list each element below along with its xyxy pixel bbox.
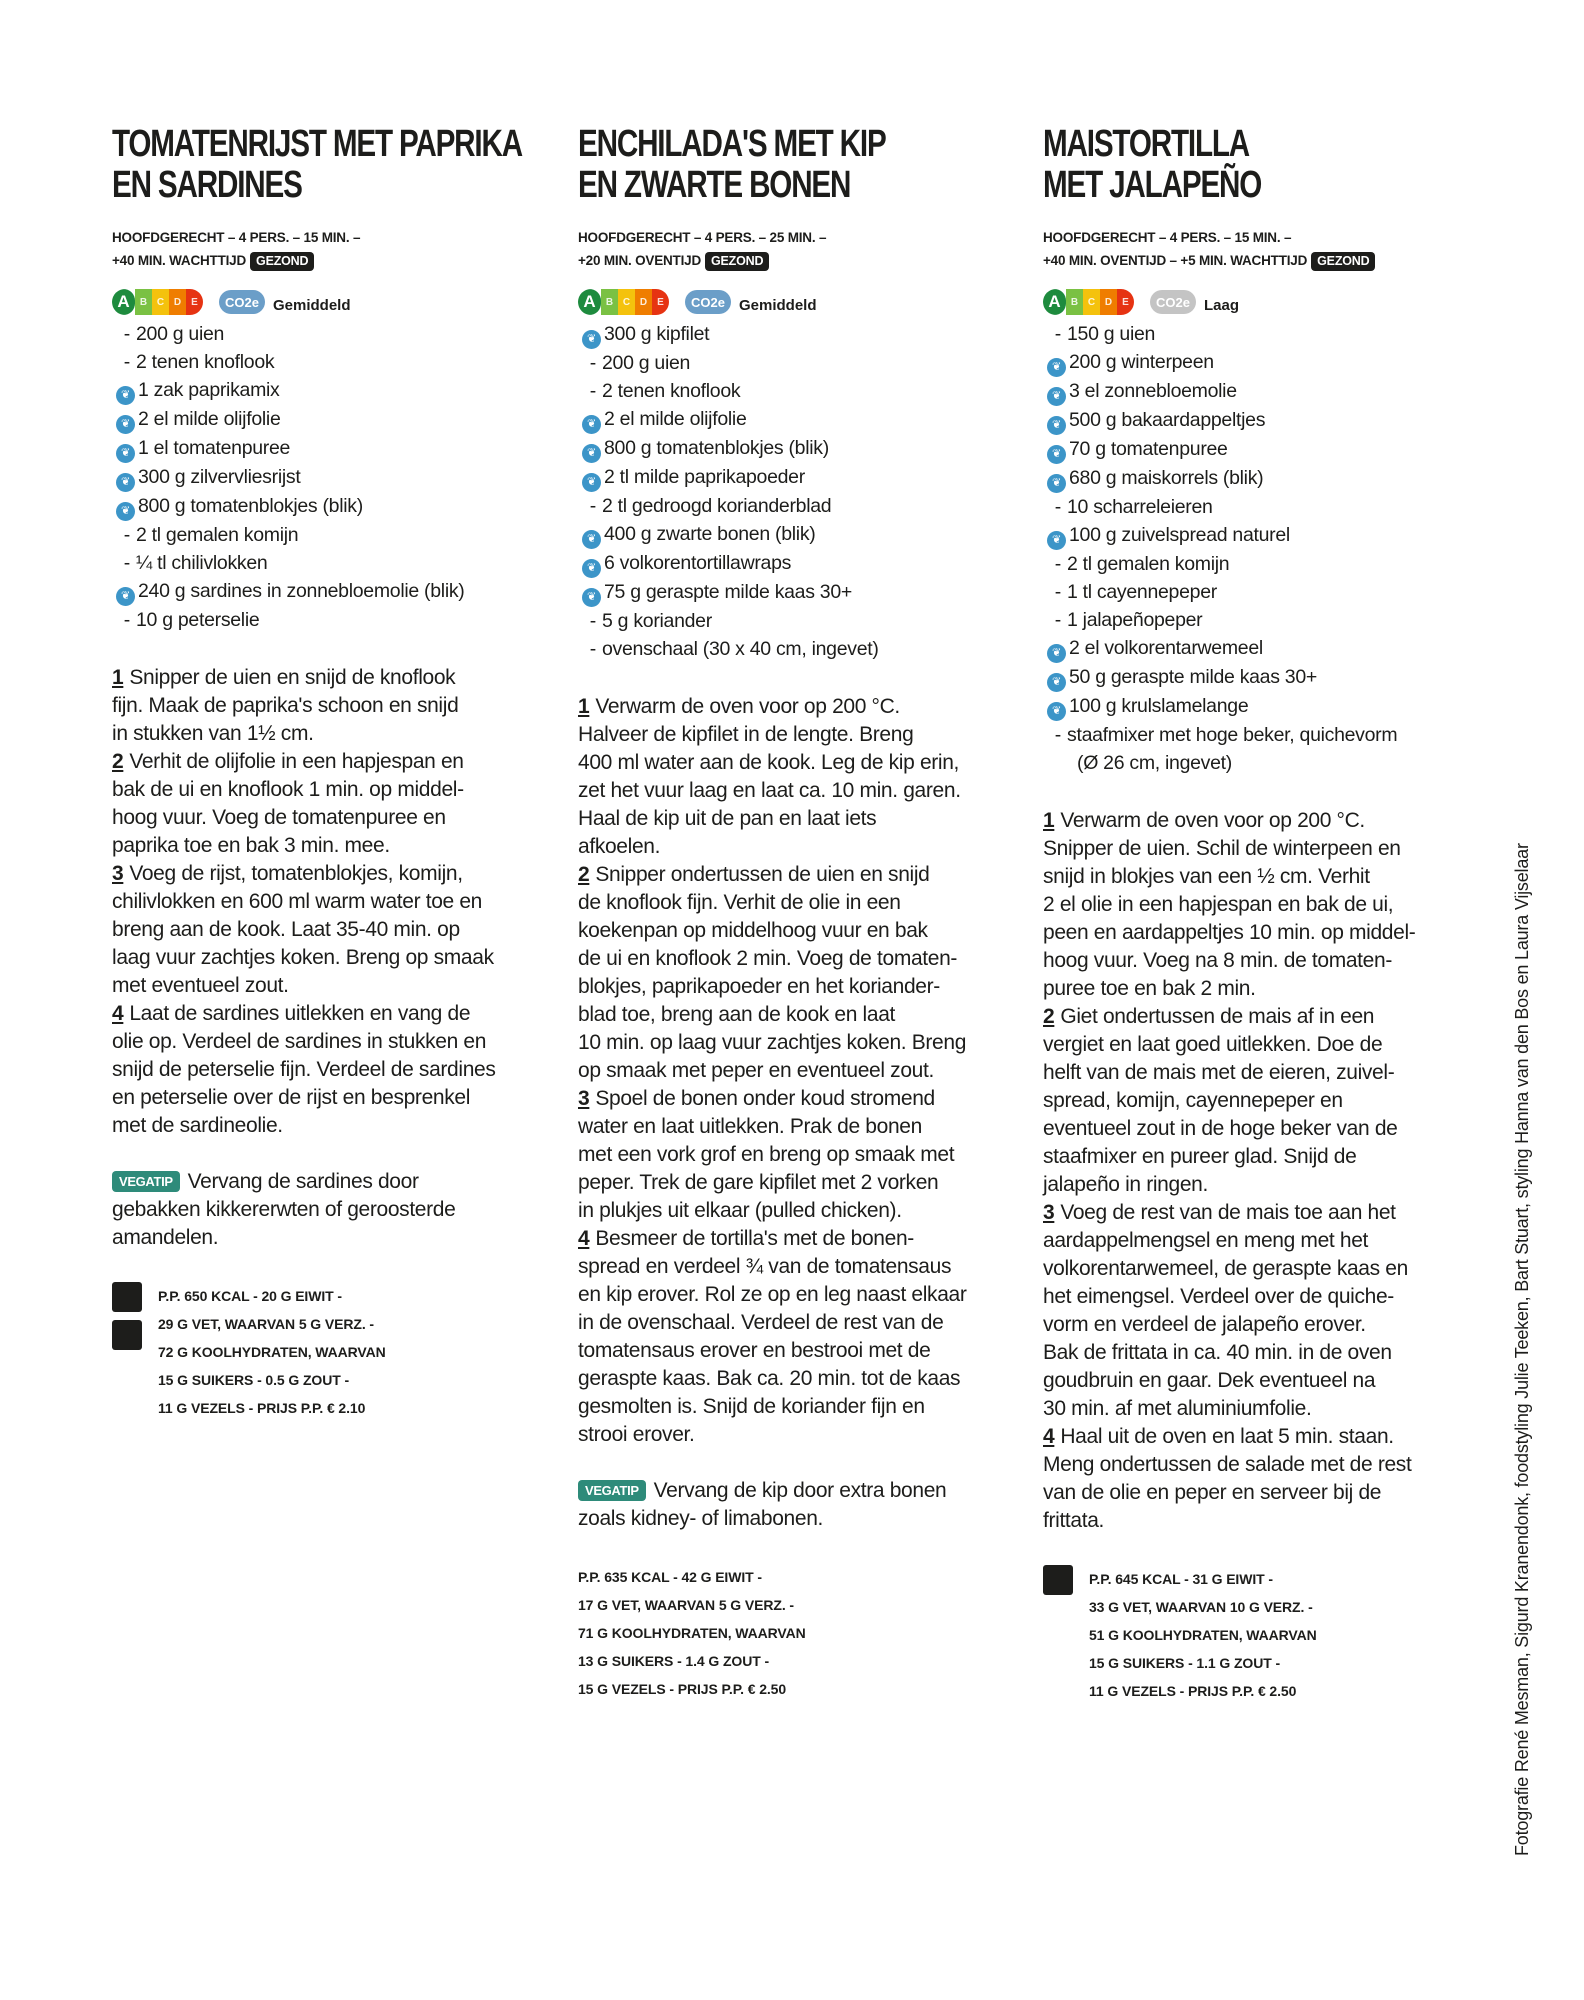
dash-marker: -: [1054, 496, 1061, 518]
ingredient-text: staafmixer met hoge beker, quichevorm: [1067, 724, 1398, 746]
ingredient-item: [578, 492, 1018, 520]
ingredient-text: (Ø 26 cm, ingevet): [1077, 752, 1232, 774]
step-text: in de ovenschaal. Verdeel de rest van de: [578, 1311, 944, 1334]
step-text: frittata.: [1043, 1509, 1105, 1532]
leaf-icon: ❦: [116, 502, 135, 521]
ingredient-item: [578, 607, 1018, 635]
ingredient-item: [578, 635, 1018, 663]
dash-marker: -: [589, 352, 596, 374]
step-text: met een vork grof en breng op smaak met: [578, 1143, 955, 1166]
nutriscore-letter: D: [169, 289, 186, 315]
preparation-steps: [578, 693, 1018, 1449]
nutriscore-letter: B: [135, 289, 152, 315]
step: [112, 748, 552, 860]
leaf-icon: ❦: [1047, 445, 1066, 464]
leaf-icon: ❦: [1047, 702, 1066, 721]
dash-marker: -: [123, 323, 130, 345]
step-text: en peterselie over de rijst en besprenkel: [112, 1086, 471, 1109]
nutrition-line: 11 G VEZELS - PRIJS P.P. € 2.10: [158, 1400, 366, 1416]
step-text: van de olie en peper en serveer bij de: [1043, 1481, 1382, 1504]
ingredient-item: [1043, 663, 1483, 692]
dash-marker: -: [589, 495, 596, 517]
ingredient-text: 400 g zwarte bonen (blik): [604, 523, 816, 545]
ingredient-item: [1043, 320, 1483, 348]
gezond-badge: GEZOND: [1311, 252, 1375, 271]
nutrition-line: 33 G VET, WAARVAN 10 G VERZ. -: [1089, 1599, 1313, 1615]
ingredient-text: 75 g geraspte milde kaas 30+: [604, 581, 852, 603]
ingredient-text: 2 tl gemalen komijn: [136, 524, 299, 546]
ingredient-text: 800 g tomatenblokjes (blik): [138, 495, 363, 517]
step-text: de ui en knoflook 2 min. Voeg de tomaten-: [578, 947, 958, 970]
step-number: 4: [578, 1227, 590, 1250]
step-text: hoog vuur. Voeg na 8 min. de tomaten-: [1043, 949, 1392, 972]
leaf-icon: ❦: [1047, 673, 1066, 692]
nutrition-line: P.P. 635 KCAL - 42 G EIWIT -: [578, 1569, 762, 1585]
step-text: 2 el olie in een hapjespan en bak de ui,: [1043, 893, 1394, 916]
leaf-icon: ❦: [1047, 644, 1066, 663]
step-number: 1: [578, 695, 590, 718]
ingredient-item: [1043, 721, 1483, 749]
ingredient-item: [112, 492, 552, 521]
dash-marker: -: [1054, 581, 1061, 603]
step-number: 1: [112, 666, 124, 689]
step-text: Haal uit de oven en laat 5 min. staan.: [1060, 1425, 1394, 1448]
step-text: strooi erover.: [578, 1423, 695, 1446]
ingredient-text: 2 tenen knoflook: [602, 380, 741, 402]
dash-marker: -: [1054, 553, 1061, 575]
ingredient-item: [578, 578, 1018, 607]
step-text: 10 min. op laag vuur zachtjes koken. Breng: [578, 1031, 967, 1054]
ingredient-list: [578, 320, 1018, 663]
ingredient-item: [112, 577, 552, 606]
score-labels: [578, 286, 1018, 318]
ingredient-item: [112, 521, 552, 549]
co2-label: Laag: [1204, 296, 1240, 314]
step-text: blokjes, paprikapoeder en het koriander-: [578, 975, 940, 998]
nutrition-line: 13 G SUIKERS - 1.4 G ZOUT -: [578, 1653, 770, 1669]
leaf-icon: ❦: [116, 587, 135, 606]
step: [578, 1085, 1018, 1225]
dash-marker: -: [123, 351, 130, 373]
step-number: 3: [578, 1087, 590, 1110]
step-text: zet het vuur laag en laat ca. 10 min. garen.: [578, 779, 961, 802]
step-text: koekenpan op middelhoog vuur en bak: [578, 919, 928, 942]
nutrition-line: 71 G KOOLHYDRATEN, WAARVAN: [578, 1625, 806, 1641]
step-text: spread en verdeel ¾ van de tomatensaus: [578, 1255, 952, 1278]
step-text: Bak de frittata in ca. 40 min. in de oven: [1043, 1341, 1392, 1364]
ingredient-item: [1043, 521, 1483, 550]
step-text: fijn. Maak de paprika's schoon en snijd: [112, 694, 459, 717]
ingredient-item: [1043, 550, 1483, 578]
step-text: eventueel zout in de hoge beker van de: [1043, 1117, 1398, 1140]
step-text: Snipper ondertussen de uien en snijd: [595, 863, 930, 886]
nutrition-line: 15 G SUIKERS - 0.5 G ZOUT -: [158, 1372, 350, 1388]
nutriscore-letter: E: [186, 289, 203, 315]
step-number: 3: [112, 862, 124, 885]
vegatip: [112, 1168, 552, 1252]
nutrition-text: [158, 1282, 386, 1422]
ingredient-text: 240 g sardines in zonnebloemolie (blik): [138, 580, 465, 602]
step-text: Besmeer de tortilla's met de bonen-: [595, 1227, 914, 1250]
step: [1043, 1423, 1483, 1535]
ingredient-item: [112, 320, 552, 348]
nutriscore-letter: E: [652, 289, 669, 315]
step-text: helft van de mais met de eieren, zuivel-: [1043, 1061, 1395, 1084]
nutrition-line: 11 G VEZELS - PRIJS P.P. € 2.50: [1089, 1683, 1297, 1699]
step-text: olie op. Verdeel de sardines in stukken en: [112, 1030, 487, 1053]
leaf-icon: ❦: [1047, 358, 1066, 377]
ingredient-text: 200 g uien: [136, 323, 225, 345]
ingredient-item: [578, 405, 1018, 434]
step-number: 2: [578, 863, 590, 886]
ingredient-text: 100 g krulslamelange: [1069, 695, 1249, 717]
ingredient-text: 2 tl gemalen komijn: [1067, 553, 1230, 575]
ingredient-item: [1043, 578, 1483, 606]
recipe-meta: HOOFDGERECHT – 4 PERS. – 25 MIN. – +20 MIN. OVENTIJD GEZOND: [578, 226, 1018, 272]
ingredient-text: 300 g zilvervliesrijst: [138, 466, 301, 488]
step-text: jalapeño in ringen.: [1043, 1173, 1208, 1196]
ingredient-item: [1043, 348, 1483, 377]
dash-marker: -: [123, 609, 130, 631]
nutriscore-letter: A: [112, 289, 135, 315]
diet-icons: [1043, 1565, 1089, 1705]
co2-label: Gemiddeld: [739, 296, 817, 314]
nutrition-line: 15 G SUIKERS - 1.1 G ZOUT -: [1089, 1655, 1281, 1671]
ingredient-list: [1043, 320, 1483, 777]
step-text: met de sardineolie.: [112, 1114, 283, 1137]
ingredient-text: 150 g uien: [1067, 323, 1156, 345]
leaf-icon: ❦: [582, 588, 601, 607]
step: [1043, 807, 1483, 1003]
ingredient-text: 3 el zonnebloemolie: [1069, 380, 1237, 402]
nutriscore-letter: D: [635, 289, 652, 315]
step-number: 2: [1043, 1005, 1055, 1028]
step: [1043, 1199, 1483, 1423]
step-text: 30 min. af met aluminiumfolie.: [1043, 1397, 1312, 1420]
dash-marker: -: [1054, 724, 1061, 746]
recipe-maistortilla: [1043, 124, 1483, 1705]
nutrition-line: 51 G KOOLHYDRATEN, WAARVAN: [1089, 1627, 1317, 1643]
gezond-badge: GEZOND: [250, 252, 314, 271]
step-text: snijd in blokjes van een ½ cm. Verhit: [1043, 865, 1370, 888]
ingredient-text: 10 g peterselie: [136, 609, 260, 631]
vegatip: [578, 1477, 1018, 1533]
step: [578, 1225, 1018, 1449]
step-text: peen en aardappeltjes 10 min. op middel-: [1043, 921, 1416, 944]
ingredient-text: 2 el milde olijfolie: [604, 408, 747, 430]
recipe-tomatenrijst: [112, 124, 552, 1422]
leaf-icon: ❦: [1047, 416, 1066, 435]
ingredient-text: 100 g zuivelspread naturel: [1069, 524, 1290, 546]
ingredient-text: 2 tl gedroogd korianderblad: [602, 495, 832, 517]
co2-cloud-icon: CO2e: [685, 290, 731, 314]
step-text: in stukken van 1½ cm.: [112, 722, 314, 745]
dash-marker: -: [589, 638, 596, 660]
dash-marker: -: [1054, 609, 1061, 631]
co2-cloud-icon: CO2e: [1150, 290, 1196, 314]
ingredient-item: [578, 349, 1018, 377]
ingredient-item: [578, 320, 1018, 349]
step-text: snijd de peterselie fijn. Verdeel de sardines: [112, 1058, 496, 1081]
nutriscore-letter: B: [1066, 289, 1083, 315]
ingredient-text: 500 g bakaardappeltjes: [1069, 409, 1266, 431]
step-text: aardappelmengsel en meng met het: [1043, 1229, 1369, 1252]
nutrition-info: [578, 1563, 1018, 1703]
ingredient-text: 6 volkorentortillawraps: [604, 552, 792, 574]
ingredient-item: [112, 606, 552, 634]
ingredient-text: 1 jalapeñopeper: [1067, 609, 1203, 631]
step-text: blad toe, breng aan de kook en laat: [578, 1003, 896, 1026]
vegatip-badge: VEGATIP: [578, 1480, 646, 1501]
step-text: water en laat uitlekken. Prak de bonen: [578, 1115, 922, 1138]
nutrition-line: 72 G KOOLHYDRATEN, WAARVAN: [158, 1344, 386, 1360]
dash-marker: -: [123, 524, 130, 546]
ingredient-text: 5 g koriander: [602, 610, 712, 632]
preparation-steps: [1043, 807, 1483, 1535]
nutrition-info: [112, 1282, 552, 1422]
ingredient-text: 300 g kipfilet: [604, 323, 710, 345]
step-text: Voeg de rijst, tomatenblokjes, komijn,: [129, 862, 463, 885]
step: [112, 664, 552, 748]
step-text: en kip erover. Rol ze op en leg naast elkaar: [578, 1283, 967, 1306]
step: [1043, 1003, 1483, 1199]
nutriscore-letter: B: [601, 289, 618, 315]
ingredient-item: [112, 463, 552, 492]
ingredient-text: 200 g uien: [602, 352, 691, 374]
step-text: spread, komijn, cayennepeper en: [1043, 1089, 1343, 1112]
tip-text: Vervang de kip door extra bonen: [653, 1479, 947, 1502]
recipe-title: TOMATENRIJST MET PAPRIKA EN SARDINES: [112, 123, 522, 206]
step-text: hoog vuur. Voeg de tomatenpuree en: [112, 806, 446, 829]
step-number: 4: [1043, 1425, 1055, 1448]
step-text: breng aan de kook. Laat 35-40 min. op: [112, 918, 460, 941]
leaf-icon: ❦: [582, 330, 601, 349]
step-text: Giet ondertussen de mais af in een: [1060, 1005, 1375, 1028]
nutrition-line: P.P. 645 KCAL - 31 G EIWIT -: [1089, 1571, 1273, 1587]
photo-credits: Fotografie René Mesman, Sigurd Kranendonk, foodstyling Julie Teeken, Bart Stuart, styling Hanna van den Bos en Laura Vijselaar: [1512, 843, 1532, 1856]
step-text: peper. Trek de gare kipfilet met 2 vorken: [578, 1171, 939, 1194]
recipe-title: ENCHILADA'S MET KIP EN ZWARTE BONEN: [578, 123, 886, 206]
no-meat-fish-icon: [1043, 1565, 1073, 1595]
nutriscore-label: [1043, 289, 1134, 315]
step-number: 2: [112, 750, 124, 773]
leaf-icon: ❦: [1047, 474, 1066, 493]
ingredient-item: [1043, 634, 1483, 663]
ingredient-text: 2 tenen knoflook: [136, 351, 275, 373]
step-text: op smaak met peper en eventueel zout.: [578, 1059, 934, 1082]
ingredient-item: [578, 520, 1018, 549]
leaf-icon: ❦: [1047, 387, 1066, 406]
nutriscore-letter: E: [1117, 289, 1134, 315]
ingredient-text: 2 el milde olijfolie: [138, 408, 281, 430]
nutrition-info: [1043, 1565, 1483, 1705]
step-text: geraspte kaas. Bak ca. 20 min. tot de kaas: [578, 1367, 961, 1390]
leaf-icon: ❦: [116, 473, 135, 492]
tip-text: amandelen.: [112, 1226, 219, 1249]
step-text: Meng ondertussen de salade met de rest: [1043, 1453, 1412, 1476]
recipe-meta: HOOFDGERECHT – 4 PERS. – 15 MIN. – +40 MIN. WACHTTIJD GEZOND: [112, 226, 552, 272]
step-text: gesmolten is. Snijd de koriander fijn en: [578, 1395, 925, 1418]
leaf-icon: ❦: [116, 386, 135, 405]
ingredient-text: 800 g tomatenblokjes (blik): [604, 437, 829, 459]
dash-marker: -: [1054, 323, 1061, 345]
leaf-icon: ❦: [582, 415, 601, 434]
nutrition-text: [578, 1563, 806, 1703]
nutrition-line: 17 G VET, WAARVAN 5 G VERZ. -: [578, 1597, 794, 1613]
step-text: Haal de kip uit de pan en laat iets: [578, 807, 877, 830]
ingredient-item: [1043, 406, 1483, 435]
tip-text: zoals kidney- of limabonen.: [578, 1507, 824, 1530]
recipe-enchiladas: [578, 124, 1018, 1703]
nutriscore-letter: A: [1043, 289, 1066, 315]
step: [112, 860, 552, 1000]
ingredient-item: [1043, 749, 1483, 777]
step-number: 1: [1043, 809, 1055, 832]
ingredient-text: 50 g geraspte milde kaas 30+: [1069, 666, 1317, 688]
ingredient-text: 2 el volkorentarwemeel: [1069, 637, 1263, 659]
ingredient-text: ¼ tl chilivlokken: [136, 552, 268, 574]
gezond-badge: GEZOND: [705, 252, 769, 271]
recipe-title: MAISTORTILLA MET JALAPEÑO: [1043, 123, 1262, 206]
step-text: Spoel de bonen onder koud stromend: [595, 1087, 935, 1110]
ingredient-item: [578, 549, 1018, 578]
score-labels: [112, 286, 552, 318]
nutriscore-letter: D: [1100, 289, 1117, 315]
ingredient-text: 680 g maiskorrels (blik): [1069, 467, 1264, 489]
leaf-icon: ❦: [582, 559, 601, 578]
step-text: 400 ml water aan de kook. Leg de kip erin,: [578, 751, 960, 774]
step-text: bak de ui en knoflook 1 min. op middel-: [112, 778, 464, 801]
ingredient-list: [112, 320, 552, 634]
ingredient-item: [112, 549, 552, 577]
leaf-icon: ❦: [582, 530, 601, 549]
step-text: Verwarm de oven voor op 200 °C.: [595, 695, 900, 718]
step-text: Verhit de olijfolie in een hapjespan en: [129, 750, 464, 773]
tip-text: gebakken kikkererwten of geroosterde: [112, 1198, 456, 1221]
step: [578, 861, 1018, 1085]
lactose-free-icon: [112, 1320, 142, 1350]
ingredient-text: 1 zak paprikamix: [138, 379, 280, 401]
step-text: de knoflook fijn. Verhit de olie in een: [578, 891, 901, 914]
score-labels: [1043, 286, 1483, 318]
dash-marker: -: [589, 380, 596, 402]
step-text: vorm en verdeel de jalapeño erover.: [1043, 1313, 1366, 1336]
ingredient-item: [1043, 377, 1483, 406]
ingredient-text: 1 el tomatenpuree: [138, 437, 291, 459]
ingredient-item: [112, 434, 552, 463]
ingredient-item: [578, 434, 1018, 463]
step-text: goudbruin en gaar. Dek eventueel na: [1043, 1369, 1376, 1392]
ingredient-item: [578, 377, 1018, 405]
ingredient-text: 2 tl milde paprikapoeder: [604, 466, 805, 488]
step-text: het eimengsel. Verdeel over de quiche-: [1043, 1285, 1394, 1308]
co2-label: Gemiddeld: [273, 296, 351, 314]
ingredient-text: 1 tl cayennepeper: [1067, 581, 1217, 603]
recipe-meta: HOOFDGERECHT – 4 PERS. – 15 MIN. – +40 MIN. OVENTIJD – +5 MIN. WACHTTIJD GEZOND: [1043, 226, 1483, 272]
ingredient-item: [112, 405, 552, 434]
nutriscore-label: [578, 289, 669, 315]
nutrition-text: [1089, 1565, 1317, 1705]
ingredient-item: [1043, 692, 1483, 721]
step-text: Verwarm de oven voor op 200 °C.: [1060, 809, 1365, 832]
step-text: laag vuur zachtjes koken. Breng op smaak: [112, 946, 494, 969]
ingredient-item: [578, 463, 1018, 492]
dash-marker: -: [123, 552, 130, 574]
ingredient-item: [112, 348, 552, 376]
ingredient-text: ovenschaal (30 x 40 cm, ingevet): [602, 638, 879, 660]
ingredient-text: 10 scharreleieren: [1067, 496, 1213, 518]
ingredient-item: [1043, 435, 1483, 464]
vegatip-badge: VEGATIP: [112, 1171, 180, 1192]
nutriscore-label: [112, 289, 203, 315]
nutriscore-letter: A: [578, 289, 601, 315]
preparation-steps: [112, 664, 552, 1140]
step-text: vergiet en laat goed uitlekken. Doe de: [1043, 1033, 1383, 1056]
nutriscore-letter: C: [1083, 289, 1100, 315]
nutriscore-letter: C: [152, 289, 169, 315]
step-text: paprika toe en bak 3 min. mee.: [112, 834, 390, 857]
diet-icons: [112, 1282, 158, 1422]
step-text: puree toe en bak 2 min.: [1043, 977, 1256, 1000]
step: [112, 1000, 552, 1140]
co2-cloud-icon: CO2e: [219, 290, 265, 314]
leaf-icon: ❦: [1047, 531, 1066, 550]
step-text: in plukjes uit elkaar (pulled chicken).: [578, 1199, 902, 1222]
ingredient-item: [1043, 606, 1483, 634]
step-text: met eventueel zout.: [112, 974, 289, 997]
ingredient-item: [1043, 464, 1483, 493]
ingredient-item: [112, 376, 552, 405]
step-text: Halveer de kipfilet in de lengte. Breng: [578, 723, 914, 746]
step-text: afkoelen.: [578, 835, 661, 858]
ingredient-text: 200 g winterpeen: [1069, 351, 1214, 373]
step-text: volkorentarwemeel, de geraspte kaas en: [1043, 1257, 1408, 1280]
leaf-icon: ❦: [582, 444, 601, 463]
nutrition-line: 15 G VEZELS - PRIJS P.P. € 2.50: [578, 1681, 787, 1697]
step-text: Laat de sardines uitlekken en vang de: [129, 1002, 471, 1025]
step-text: Snipper de uien. Schil de winterpeen en: [1043, 837, 1401, 860]
leaf-icon: ❦: [116, 444, 135, 463]
step-text: Snipper de uien en snijd de knoflook: [129, 666, 456, 689]
step-number: 3: [1043, 1201, 1055, 1224]
no-gluten-icon: [112, 1282, 142, 1312]
nutriscore-letter: C: [618, 289, 635, 315]
tip-text: Vervang de sardines door: [187, 1170, 419, 1193]
step-number: 4: [112, 1002, 124, 1025]
leaf-icon: ❦: [582, 473, 601, 492]
nutrition-line: 29 G VET, WAARVAN 5 G VERZ. -: [158, 1316, 374, 1332]
ingredient-item: [1043, 493, 1483, 521]
step-text: staafmixer en pureer glad. Snijd de: [1043, 1145, 1357, 1168]
nutrition-line: P.P. 650 KCAL - 20 G EIWIT -: [158, 1288, 342, 1304]
step-text: Voeg de rest van de mais toe aan het: [1060, 1201, 1396, 1224]
leaf-icon: ❦: [116, 415, 135, 434]
step-text: chilivlokken en 600 ml warm water toe en: [112, 890, 483, 913]
step: [578, 693, 1018, 861]
ingredient-text: 70 g tomatenpuree: [1069, 438, 1228, 460]
step-text: tomatensaus erover en bestrooi met de: [578, 1339, 931, 1362]
dash-marker: -: [589, 610, 596, 632]
